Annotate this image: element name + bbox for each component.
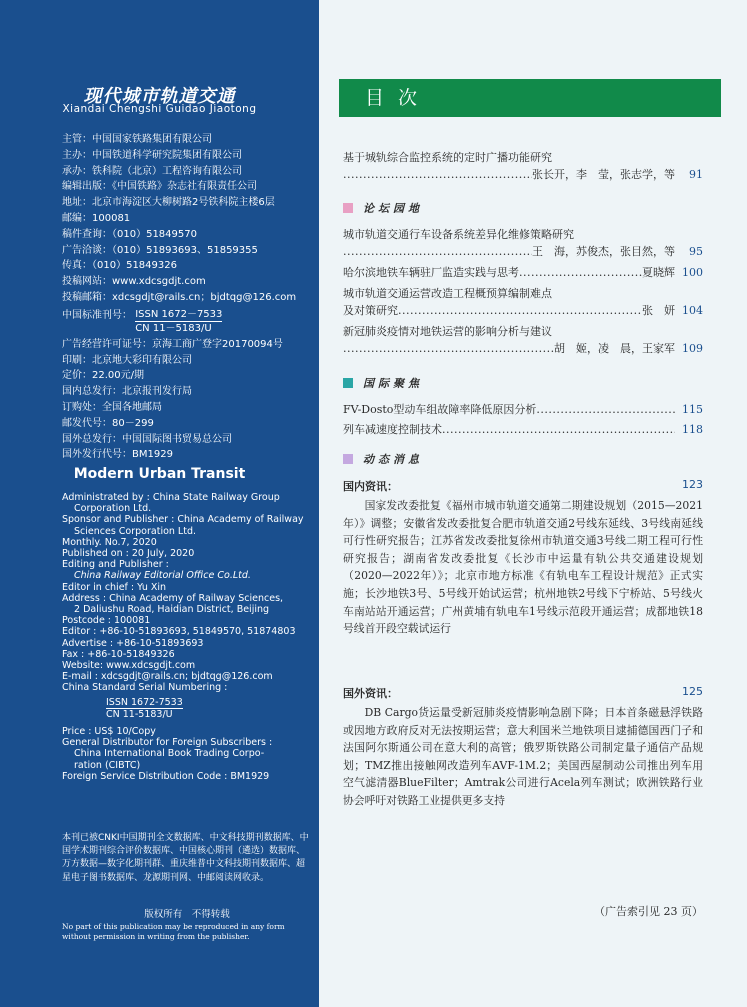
section-marker-icon (343, 378, 353, 388)
ad-index-note: （广告索引见 23 页） (594, 905, 703, 918)
toc-entry-page: 91 (689, 168, 703, 181)
toc-entry-page: 115 (682, 403, 703, 416)
en-info-line: E-mail : xdcsgdjt@rails.cn; bjdtqg@126.com (62, 671, 273, 683)
en-info-line: Editing and Publisher : (62, 559, 169, 571)
domestic-news-page: 123 (682, 478, 703, 491)
info-ad-phone: 广告洽谈：（010）51893693、51859355 (62, 244, 258, 256)
info-address: 地址：北京市海淀区大柳树路2号铁科院主楼6层 (62, 197, 275, 209)
colophon-panel (0, 0, 319, 1007)
toc-entry-page: 118 (682, 423, 703, 436)
toc-entry-authors: 王 海，苏俊杰，张目然，等 (532, 245, 675, 258)
issn-row (62, 308, 312, 335)
leader-dots (343, 340, 554, 357)
domestic-news-body: 国家发改委批复《福州市城市轨道交通第二期建设规划（2015—2021年）》调整；安徽省发改委批复合肥市轨道交通2号线东延线、3号线南延线可行性研究报告；江苏省发改委批复徐州市轨道交通3号线二期工程可行性研究报告；湖南省发改委批复《长沙市中运量有轨公共交通建设规划（2020—2022年）》；北京市地方标准《有轨电车工程设计规范》正式实施；长沙地铁3号、5号线开始试运营；杭州地铁2号线下宁桥站、5号线火车南站站开通运营；广州黄埔有轨电车1号线示范段开通运营；成都地铁18号线首开段空载试运行 (343, 499, 703, 636)
section-title: 动态消息 (363, 453, 423, 466)
leader-dots (343, 243, 532, 260)
domestic-news-label: 国内资讯： (343, 480, 398, 493)
en-info-line: China Standard Serial Numbering : (62, 682, 228, 694)
leader-dots (519, 264, 642, 281)
info-publisher: 编辑出版：《中国铁路》杂志社有限责任公司 (62, 181, 257, 193)
en-info-line: Address : China Academy of Railway Sciences, (62, 592, 284, 604)
toc-entry-title: 新冠肺炎疫情对地铁运营的影响分析与建议 (343, 325, 552, 338)
en-issn-box (62, 697, 314, 720)
issn-number: ISSN 1672－7533 (135, 308, 223, 320)
en-info-line: Editor in chief : Yu Xin (62, 581, 167, 593)
indexing-note: 本刊已被CNKI中国期刊全文数据库、中文科技期刊数据库、中国学术期刊综合评价数据库、中国核心期刊（遴选）数据库、万方数据—数字化期刊群、重庆维普中文科技期刊数据库、超星电子图书数据库、龙源期刊网、中邮阅读网收录。 (62, 833, 309, 883)
leader-dots (442, 421, 675, 438)
toc-entry-line (343, 401, 703, 418)
en-info-line: Foreign Service Distribution Code : BM1929 (62, 770, 270, 782)
toc-entry-authors-line (343, 302, 703, 319)
foreign-news-header[interactable] (343, 685, 703, 701)
toc-entry-authors: 夏晓辉 (642, 266, 675, 279)
toc-entry-title: 哈尔滨地铁车辆驻厂监造实践与思考 (343, 266, 519, 279)
foreign-news-page: 125 (682, 685, 703, 698)
issn-label: 中国标准刊号： (62, 309, 132, 321)
toc-entry-authors: 张 妍 (642, 304, 675, 317)
section-title: 国际聚焦 (363, 377, 423, 390)
toc-entry-title: 列车减速度控制技术 (343, 423, 442, 436)
domestic-news-header[interactable] (343, 478, 703, 494)
info-printer: 印刷：北京地大彩印有限公司 (62, 354, 192, 366)
en-info-line: General Distributor for Foreign Subscribers : (62, 737, 273, 749)
info-ad-license: 广告经营许可证号：京海工商广登字20170094号 (62, 338, 283, 350)
cn-serial-number: CN 11－5183/U (135, 322, 212, 334)
toc-entry-authors-line (343, 243, 703, 260)
foreign-news-label: 国外资讯： (343, 687, 398, 700)
toc-entry[interactable] (343, 226, 703, 260)
en-info-line: Published on : 20 July, 2020 (62, 548, 195, 560)
en-info-line: Monthly. No.7, 2020 (62, 536, 157, 548)
copyright-cn: 版权所有 不得转载 (144, 909, 230, 920)
en-info-line: China Railway Editorial Office Co.Ltd. (74, 570, 251, 582)
leader-dots (343, 166, 532, 183)
info-sponsor: 主管：中国国家铁路集团有限公司 (62, 134, 212, 145)
magazine-title-en: Modern Urban Transit (73, 466, 246, 482)
section-marker-icon (343, 203, 353, 213)
toc-entry-page: 104 (682, 304, 703, 317)
info-postcode: 邮编：100081 (62, 212, 131, 224)
en-info-line: Editor : +86-10-51893693, 51849570, 51874803 (62, 626, 296, 638)
foreign-news-body: DB Cargo货运量受新冠肺炎疫情影响急剧下降；日本首条磁悬浮铁路或因地方政府反对无法按期运营；意大利国米兰地铁项目逮捕德国西门子和法国阿尔斯通公司在意大利的高管；俄罗斯铁路公司制定量子通信产品规划；TMZ推出接触网改造列车AVF-1M.2；美国西屋制动公司推出列车用空气滤清器BlueFilter；Amtrak公司进行Acela列车测试；欧洲铁路行业协会呼吁对铁路工业提供更多支持 (343, 706, 703, 807)
section-header-news (343, 451, 423, 467)
section-header-international (343, 375, 423, 391)
magazine-title-pinyin: Xiandai Chengshi Guidao Jiaotong (62, 103, 257, 115)
en-info-line: Administrated by : China State Railway Group (62, 492, 280, 503)
toc-entry-line (343, 421, 703, 438)
info-postal-code: 邮发代号：80－299 (62, 417, 154, 429)
leader-dots (536, 401, 675, 418)
en-info-line: Fax : +86-10-51849326 (62, 648, 175, 660)
toc-entry-title: 城市轨道交通行车设备系统差异化维修策略研究 (343, 228, 574, 241)
en-info-block (62, 492, 314, 782)
magazine-title-cn: 现代城市轨道交通 (83, 86, 236, 107)
toc-entry[interactable] (343, 323, 703, 357)
en-info-line: ration (CIBTC) (74, 759, 141, 771)
en-info-line: 2 Daliushu Road, Haidian District, Beijing (74, 604, 270, 616)
info-organizer: 承办：铁科院（北京）工程咨询有限公司 (62, 165, 242, 177)
leader-dots (398, 302, 642, 319)
toc-entry-page: 95 (689, 245, 703, 258)
issn-box (135, 308, 222, 335)
copyright-en: No part of this publication may be reproduced in any form without permission in writing from the publisher. (62, 922, 285, 941)
cn-info-block (62, 132, 312, 463)
toc-entry[interactable] (343, 401, 703, 418)
info-email: 投稿邮箱：xdcsgdjt@rails.cn；bjdtqg@126.com (62, 291, 297, 303)
toc-entry[interactable] (343, 149, 703, 183)
toc-entry-authors: 张长开，李 莹，张志学，等 (532, 168, 675, 181)
toc-entry-page: 109 (682, 342, 703, 355)
en-info-line: Price : US$ 10/Copy (62, 726, 156, 738)
info-host: 主办：中国铁道科学研究院集团有限公司 (62, 149, 242, 161)
info-foreign-distributor: 国外总发行：中国国际图书贸易总公司 (62, 433, 232, 445)
toc-panel (319, 0, 747, 1007)
toc-entry[interactable] (343, 285, 703, 319)
toc-entry-title: 城市轨道交通运营改造工程概预算编制难点 (343, 287, 552, 300)
section-header-forum (343, 200, 423, 216)
toc-entry[interactable] (343, 421, 703, 438)
toc-entry-title: 基于城轨综合监控系统的定时广播功能研究 (343, 151, 552, 164)
en-info-line: China International Book Trading Corpo- (74, 748, 265, 760)
toc-entry-authors: 胡 姬，凌 晨，王家军 (554, 342, 675, 355)
en-info-line: Sponsor and Publisher : China Academy of Railway (62, 514, 304, 526)
info-price: 定价：22.00元/期 (62, 370, 144, 382)
en-issn-number: ISSN 1672-7533 (106, 696, 183, 708)
info-domestic-distributor: 国内总发行：北京报刊发行局 (62, 386, 192, 398)
en-info-line: Website: www.xdcsgdjt.com (62, 660, 196, 672)
toc-entry[interactable] (343, 264, 703, 281)
toc-entry-title-cont: 及对策研究 (343, 304, 398, 317)
toc-entry-line (343, 264, 703, 281)
info-foreign-code: 国外发行代号：BM1929 (62, 449, 173, 461)
toc-entry-authors-line (343, 340, 703, 357)
toc-heading: 目次 (339, 79, 721, 117)
info-manuscript-phone: 稿件查询：（010）51849570 (62, 228, 197, 240)
en-cn-serial-number: CN 11-5183/U (106, 708, 173, 720)
en-info-line: Sciences Corporation Ltd. (74, 525, 197, 537)
toc-entry-authors-line (343, 166, 703, 183)
section-title: 论坛园地 (363, 202, 423, 215)
info-fax: 传真：（010）51849326 (62, 260, 177, 272)
en-info-line: Advertise : +86-10-51893693 (62, 637, 204, 649)
en-info-line: Postcode : 100081 (62, 615, 151, 627)
info-subscription: 订购处：全国各地邮局 (62, 401, 162, 413)
toc-entry-title: FV-Dosto型动车组故障率降低原因分析 (343, 403, 537, 416)
toc-entry-page: 100 (682, 266, 703, 279)
en-info-line: Corporation Ltd. (74, 503, 152, 515)
info-website: 投稿网站：www.xdcsgdjt.com (62, 276, 206, 288)
section-marker-icon (343, 454, 353, 464)
